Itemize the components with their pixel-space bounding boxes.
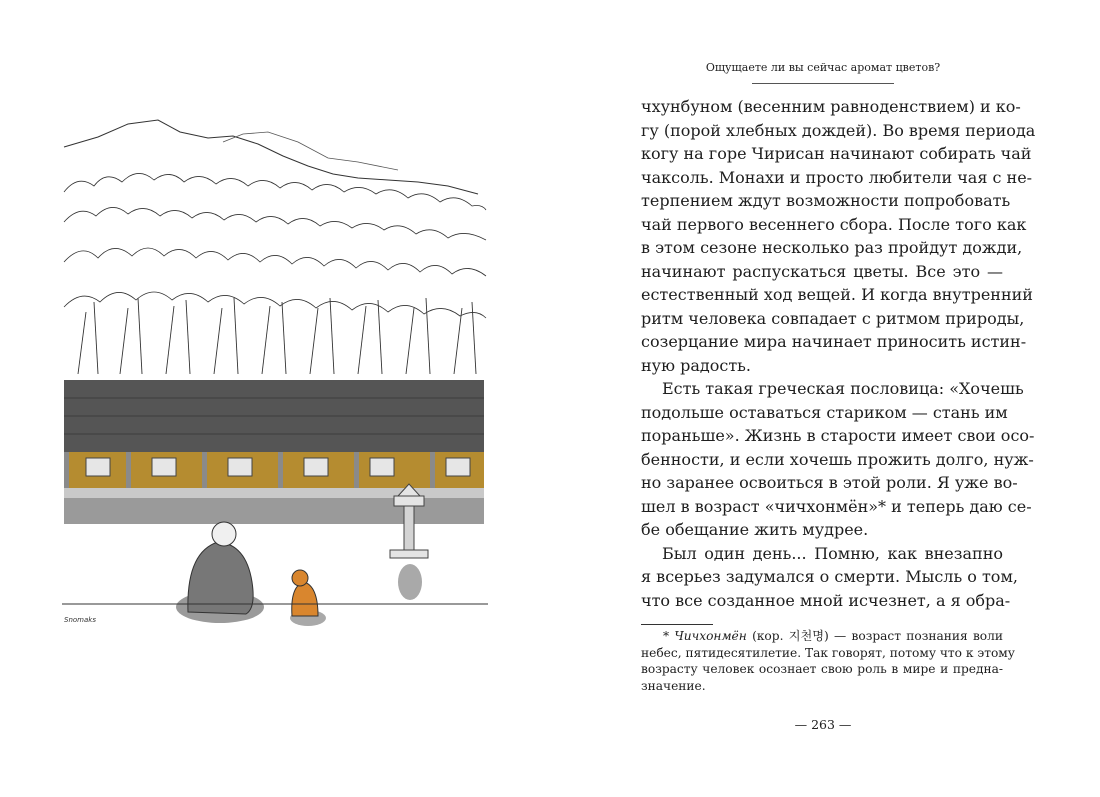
body-line: чхунбуном (весенним равноденствием) и ко- xyxy=(641,97,1021,116)
body-line: шел в возраст «чичхонмён»* и теперь даю се- xyxy=(641,496,1032,516)
forest-canopy xyxy=(64,173,486,318)
body-line: когу на горе Чирисан начинают собирать чай xyxy=(641,144,1032,163)
body-line: что все созданное мной исчезнет, а я обра- xyxy=(641,590,1011,610)
body-line: в этом сезоне несколько раз пройдут дожди, xyxy=(641,238,1023,257)
tree-trunks xyxy=(78,298,476,374)
body-text xyxy=(641,95,1036,612)
page-number: — 263 — xyxy=(794,717,852,732)
body-line: бенности, и если хочешь прожить долго, нуж- xyxy=(641,449,1034,469)
temple-scene-drawing xyxy=(58,112,492,632)
body-line: ритм человека совпадает с ритмом природы, xyxy=(641,308,1025,328)
body-line: подольше оставаться стариком — стань им xyxy=(641,402,1008,422)
body-line: гу (порой хлебных дождей). Во время периода xyxy=(641,120,1036,140)
body-line: Был один день... Помню, как внезапно xyxy=(662,543,1003,563)
footnote-line: небес, пятидесятилетие. Так говорят, потому что к этому xyxy=(641,645,1015,660)
footnote-rest-first: ) — возраст познания воли xyxy=(824,629,1004,643)
artist-signature: Snomaks xyxy=(64,616,96,624)
temple-illustration xyxy=(58,112,492,632)
body-line: ную радость. xyxy=(641,355,751,375)
running-head-rule xyxy=(752,83,894,84)
body-line: чай первого весеннего сбора. После того как xyxy=(641,214,1027,234)
body-line: пораньше». Жизнь в старости имеет свои осо- xyxy=(641,426,1035,445)
footnote-marker: * xyxy=(663,629,670,643)
footnote xyxy=(641,628,1015,694)
body-line: я всерьез задумался о смерти. Мысль о том, xyxy=(641,567,1018,586)
mountain-outline xyxy=(64,120,478,194)
body-line: терпением ждут возможности попробовать xyxy=(641,191,1011,210)
body-line: но заранее освоиться в этой роли. Я уже во- xyxy=(641,473,1018,492)
seated-monk xyxy=(176,522,264,623)
mountain-outline-back xyxy=(223,132,398,170)
body-line: чаксоль. Монахи и просто любители чая с не- xyxy=(641,167,1033,187)
footnote-term: Чичхонмён xyxy=(674,629,747,643)
footnote-rule xyxy=(641,624,713,625)
footnote-line: возрасту человек осознает свою роль в мире и предна- xyxy=(641,662,1003,676)
stone-lantern xyxy=(390,484,428,600)
footnote-line: значение. xyxy=(641,678,706,693)
body-line: Есть такая греческая пословица: «Хочешь xyxy=(662,379,1024,398)
body-line: бе обещание жить мудрее. xyxy=(641,520,869,539)
body-line: начинают распускаться цветы. Все это — xyxy=(641,261,1003,281)
body-line: созерцание мира начинает приносить истин- xyxy=(641,332,1027,351)
footnote-term-note: (кор. xyxy=(752,629,784,643)
sitting-cat xyxy=(290,570,326,626)
running-head: Ощущаете ли вы сейчас аромат цветов? xyxy=(705,61,941,74)
footnote-first-line xyxy=(641,628,1003,645)
body-line: естественный ход вещей. И когда внутренний xyxy=(641,285,1033,304)
footnote-korean: 지천명 xyxy=(788,629,825,643)
